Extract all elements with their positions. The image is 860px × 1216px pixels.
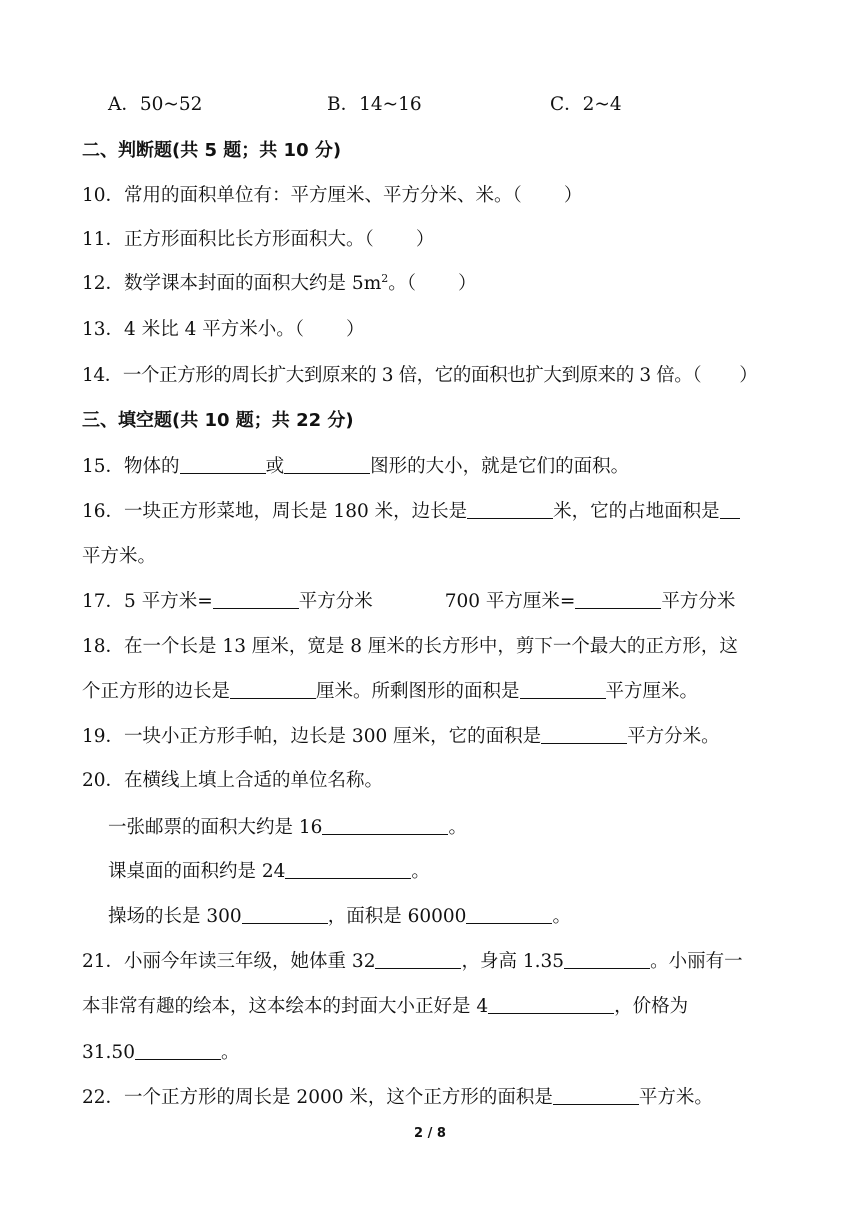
question-16-continued: 平方米。	[82, 546, 157, 567]
question-text: 平方分米	[661, 591, 736, 612]
answer-blank[interactable]	[135, 1041, 221, 1060]
question-text-tail: 。（	[388, 273, 417, 294]
question-text: 平方厘米。	[605, 681, 699, 702]
question-11	[82, 228, 434, 252]
paren-close: ）	[415, 229, 435, 250]
question-10	[82, 184, 582, 208]
question-text: 。	[448, 817, 467, 838]
question-text: ，价格为	[614, 996, 689, 1017]
question-number: 21．	[82, 951, 125, 972]
question-text: 一个正方形的周长是 2000 米，这个正方形的面积是	[124, 1087, 553, 1108]
question-21-continued	[82, 995, 688, 1019]
question-text: ，身高 1.35	[461, 951, 565, 972]
question-22	[82, 1086, 713, 1110]
question-number: 14．	[82, 365, 123, 386]
answer-blank[interactable]	[564, 950, 650, 969]
question-text: 物体的	[124, 456, 180, 477]
question-number: 19．	[82, 726, 125, 747]
question-text: 正方形面积比长方形面积大。（	[124, 229, 374, 250]
question-20-line-2	[108, 860, 430, 884]
question-number: 17．	[82, 591, 125, 612]
question-text: 平方米。	[638, 1087, 713, 1108]
question-text: 平方分米。	[627, 726, 720, 747]
question-number: 11．	[82, 229, 125, 250]
question-20	[82, 769, 383, 793]
answer-blank[interactable]	[284, 455, 370, 474]
question-15	[82, 455, 629, 479]
question-text: 小丽今年读三年级，她体重 32	[124, 951, 376, 972]
question-number: 20．	[82, 770, 125, 791]
option-c: C．2~4	[550, 94, 622, 115]
answer-blank[interactable]	[180, 455, 266, 474]
option-b: B．14~16	[327, 94, 422, 115]
answer-blank[interactable]	[541, 725, 627, 744]
answer-blank[interactable]	[488, 995, 614, 1014]
question-text: 厘米。所剩图形的面积是	[316, 681, 520, 702]
question-number: 10．	[82, 185, 125, 206]
question-number: 16．	[82, 501, 125, 522]
question-text: 数学课本封面的面积大约是 5m	[124, 273, 382, 294]
paren-close: ）	[345, 319, 365, 340]
answer-blank[interactable]	[575, 590, 661, 609]
question-text: 本非常有趣的绘本，这本绘本的封面大小正好是 4	[82, 996, 489, 1017]
paren-close: ）	[563, 185, 583, 206]
answer-blank[interactable]	[242, 905, 328, 924]
question-text: 31.50	[82, 1042, 135, 1063]
question-text: 平方分米	[298, 591, 373, 612]
question-13	[82, 318, 365, 342]
option-a: A．50~52	[108, 94, 203, 115]
question-21	[82, 950, 743, 974]
question-text: 5 平方米=	[124, 591, 213, 612]
question-20-line-1	[108, 816, 467, 840]
question-text: 。	[220, 1042, 240, 1063]
question-text: 操场的长是 300	[108, 906, 242, 927]
answer-blank[interactable]	[720, 500, 740, 519]
question-16	[82, 500, 740, 524]
superscript: 2	[381, 271, 389, 285]
question-20-line-3	[108, 905, 571, 929]
question-number: 15．	[82, 456, 125, 477]
question-text: 个正方形的边长是	[82, 681, 231, 702]
paren-close: ）	[458, 273, 477, 294]
question-text: 图形的大小，就是它们的面积。	[370, 456, 630, 477]
question-text: 。小丽有一	[650, 951, 743, 972]
question-text: 常用的面积单位有：平方厘米、平方分米、米。（	[124, 185, 522, 206]
question-text: 。	[411, 861, 430, 882]
section-title-judgement: 二、判断题(共 5 题；共 10 分)	[82, 140, 342, 161]
question-18-continued	[82, 680, 698, 704]
question-number: 22．	[82, 1087, 125, 1108]
question-12	[82, 272, 477, 296]
section-title-fill-in: 三、填空题(共 10 题；共 22 分)	[82, 410, 354, 431]
page-number: 2 / 8	[414, 1126, 446, 1141]
question-number: 13．	[82, 319, 125, 340]
answer-blank[interactable]	[322, 816, 448, 835]
answer-blank[interactable]	[553, 1086, 639, 1105]
answer-blank[interactable]	[230, 680, 316, 699]
question-text: 或	[265, 456, 285, 477]
question-number: 18．	[82, 636, 125, 657]
question-21-continued-2	[82, 1041, 239, 1065]
question-text: 一张邮票的面积大约是 16	[108, 817, 323, 838]
question-text: 一个正方形的周长扩大到原来的 3 倍，它的面积也扩大到原来的 3 倍。（	[122, 365, 702, 386]
question-17	[82, 590, 735, 614]
question-18	[82, 635, 738, 659]
answer-blank[interactable]	[466, 905, 552, 924]
paren-close: ）	[739, 365, 758, 386]
answer-blank[interactable]	[375, 950, 461, 969]
question-text: ，面积是 60000	[327, 906, 467, 927]
question-text: 在一个长是 13 厘米，宽是 8 厘米的长方形中，剪下一个最大的正方形，这	[124, 636, 738, 657]
answer-blank[interactable]	[213, 590, 299, 609]
question-text: 一块小正方形手帕，边长是 300 厘米，它的面积是	[124, 726, 542, 747]
question-number: 12．	[82, 273, 125, 294]
question-19	[82, 725, 720, 749]
question-text: 700 平方厘米=	[444, 591, 576, 612]
question-14	[82, 364, 757, 388]
question-text: 在横线上填上合适的单位名称。	[124, 770, 384, 791]
answer-blank[interactable]	[520, 680, 606, 699]
question-text: 课桌面的面积约是 24	[108, 861, 286, 882]
question-text: 4 米比 4 平方米小。（	[124, 319, 304, 340]
question-text: 米，它的占地面积是	[553, 501, 720, 522]
answer-blank[interactable]	[285, 860, 411, 879]
answer-blank[interactable]	[467, 500, 553, 519]
question-text: 。	[552, 906, 571, 927]
question-text: 一块正方形菜地，周长是 180 米，边长是	[124, 501, 468, 522]
